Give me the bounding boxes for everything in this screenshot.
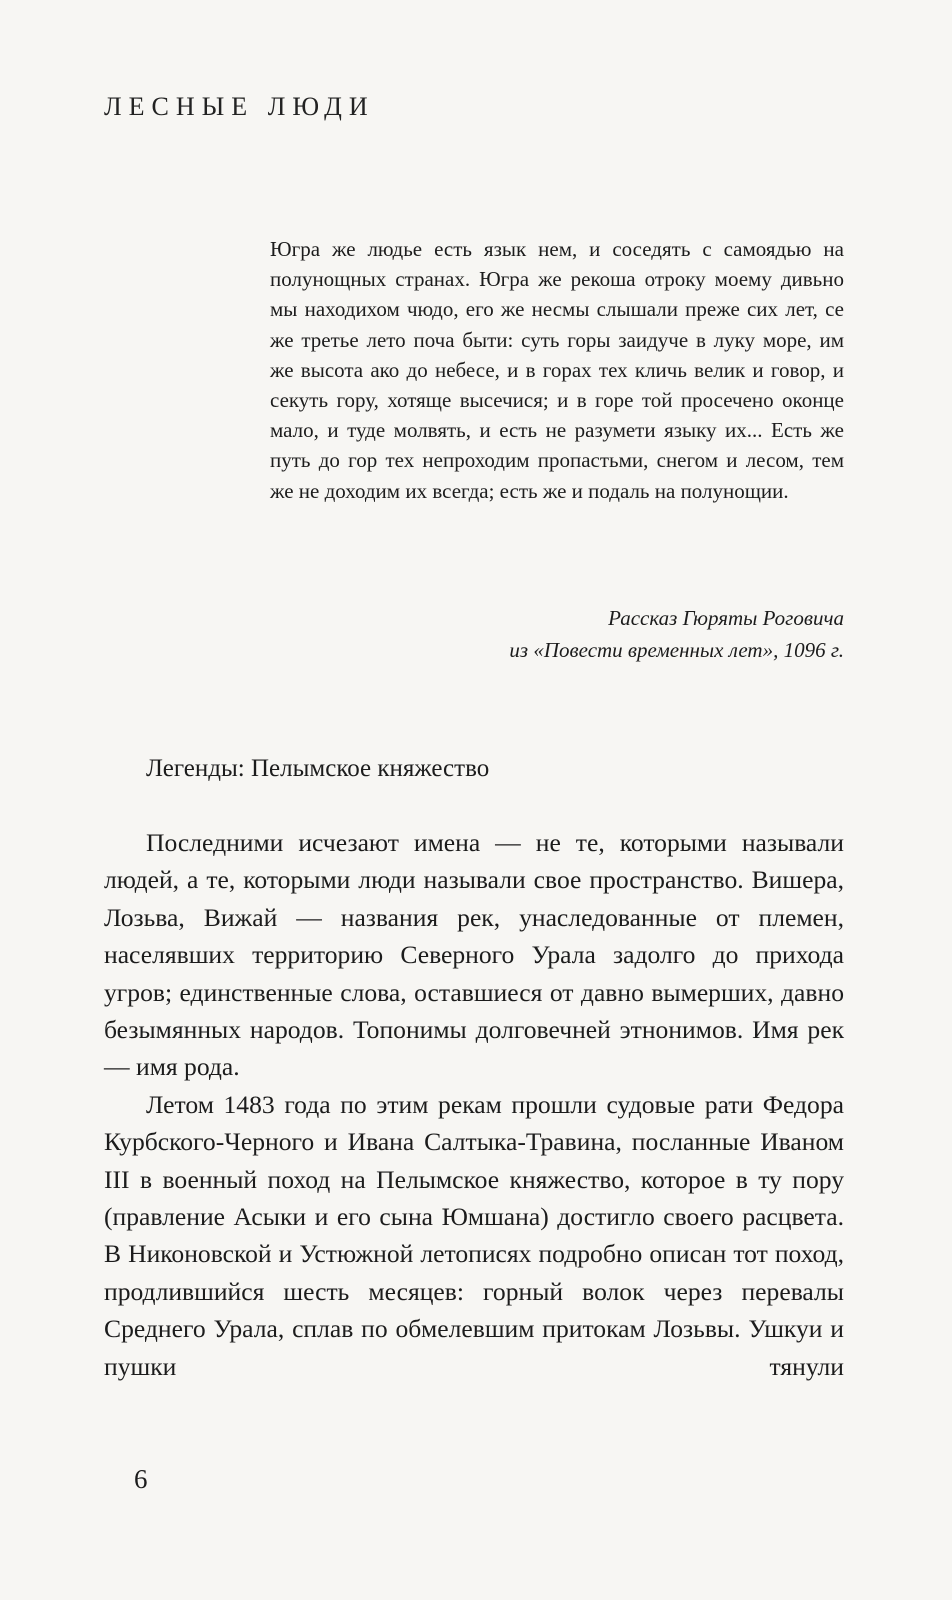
body-text [104, 824, 844, 1385]
epigraph [270, 234, 844, 506]
epigraph-attribution [509, 602, 844, 666]
page-number: 6 [134, 1464, 148, 1494]
epigraph-text: Югра же людье есть язык нем, и соседять с самоядью на полунощных странах. Югра же рекоша отроку моему дивьно мы находихом чюдо, его же несмы слышали преже сих лет, се же третье лето поча быти: суть горы заидуче в луку море, им же высота ако до небесе, и в горах тех кличь велик и говор, и секуть гору, хотяще высечися; и в горе той просечено оконце мало, и туде молвять, и есть не разумети языку их... Есть же путь до гор тех непроходим пропастьми, снегом и лесом, тем же не доходим их всегда; есть же и подаль на полунощии. [270, 237, 844, 503]
body-paragraph-1: Последними исчезают имена — не те, которыми называли людей, а те, которыми люди называли свое пространство. Вишера, Лозьва, Вижай — названия рек, унаследованные от племен, населявших территорию Северного Урала задолго до прихода угров; единственные слова, оставшиеся от давно вымерших, давно безымянных народов. Топонимы долговечней этнонимов. Имя рек — имя рода. [104, 828, 844, 1082]
body-paragraph-2: Летом 1483 года по этим рекам прошли судовые рати Федора Курбского-Черного и Ивана Салтыка-Травина, посланные Иваном III в военный поход на Пелымское княжество, которое в ту пору (правление Асыки и его сына Юмшана) достигло своего расцвета. В Никоновской и Устюжной летописях подробно описан тот поход, продлившийся шесть месяцев: горный волок через перевалы Среднего Урала, сплав по обмелевшим притокам Лозьвы. Ушкуи и пушки тянули [104, 1089, 844, 1381]
section-title: Легенды: Пелымское княжество [146, 755, 490, 782]
attribution-source: из «Повести временных лет», 1096 г. [509, 638, 844, 662]
running-head: ЛЕСНЫЕ ЛЮДИ [104, 92, 375, 121]
attribution-author: Рассказ Гюряты Роговича [608, 606, 844, 630]
